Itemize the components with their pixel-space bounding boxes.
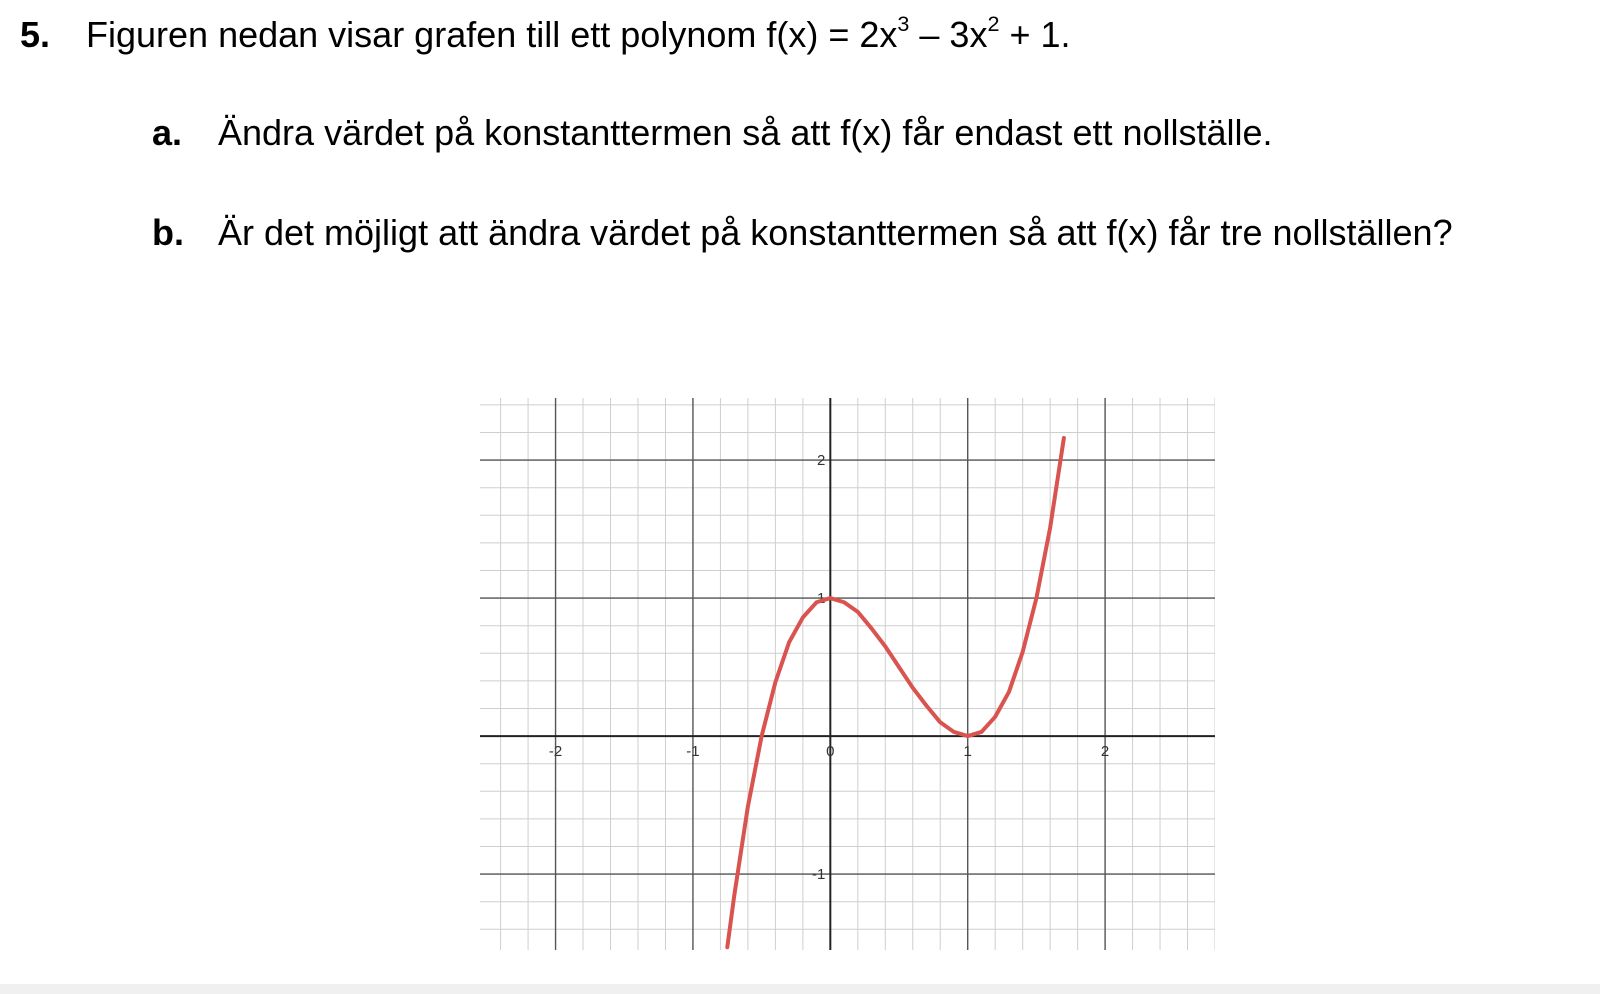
function-graph bbox=[480, 398, 1215, 950]
subquestion-b-text: Är det möjligt att ändra värdet på konstanttermen så att f(x) får tre nollställen? bbox=[218, 212, 1453, 253]
exponent-3: 3 bbox=[897, 10, 910, 36]
subquestion-a-text: Ändra värdet på konstanttermen så att f(x) får endast ett nollställe. bbox=[218, 112, 1273, 153]
subquestion-b bbox=[152, 212, 1453, 254]
x-tick-label: -1 bbox=[686, 743, 700, 761]
exponent-2: 2 bbox=[987, 10, 1000, 36]
x-tick-label: 1 bbox=[963, 743, 972, 761]
x-tick-label: 2 bbox=[1100, 743, 1110, 761]
question-5 bbox=[20, 10, 1071, 56]
question-text-before: Figuren nedan visar grafen till ett polynom f(x) = 2x bbox=[86, 14, 898, 55]
question-number: 5. bbox=[20, 14, 51, 55]
x-tick-label: 0 bbox=[826, 743, 835, 761]
question-text-mid: – 3x bbox=[909, 14, 988, 55]
question-text-after: + 1. bbox=[999, 14, 1071, 55]
y-tick-label: 1 bbox=[816, 590, 826, 608]
subquestion-b-label: b. bbox=[152, 212, 184, 253]
function-curve bbox=[727, 438, 1064, 947]
y-tick-label: -1 bbox=[811, 866, 826, 884]
subquestion-a-label: a. bbox=[152, 112, 183, 153]
bottom-bar bbox=[0, 984, 1600, 994]
x-tick-label: -2 bbox=[548, 743, 563, 761]
subquestion-a bbox=[152, 112, 1273, 154]
y-tick-label: 2 bbox=[816, 452, 826, 470]
